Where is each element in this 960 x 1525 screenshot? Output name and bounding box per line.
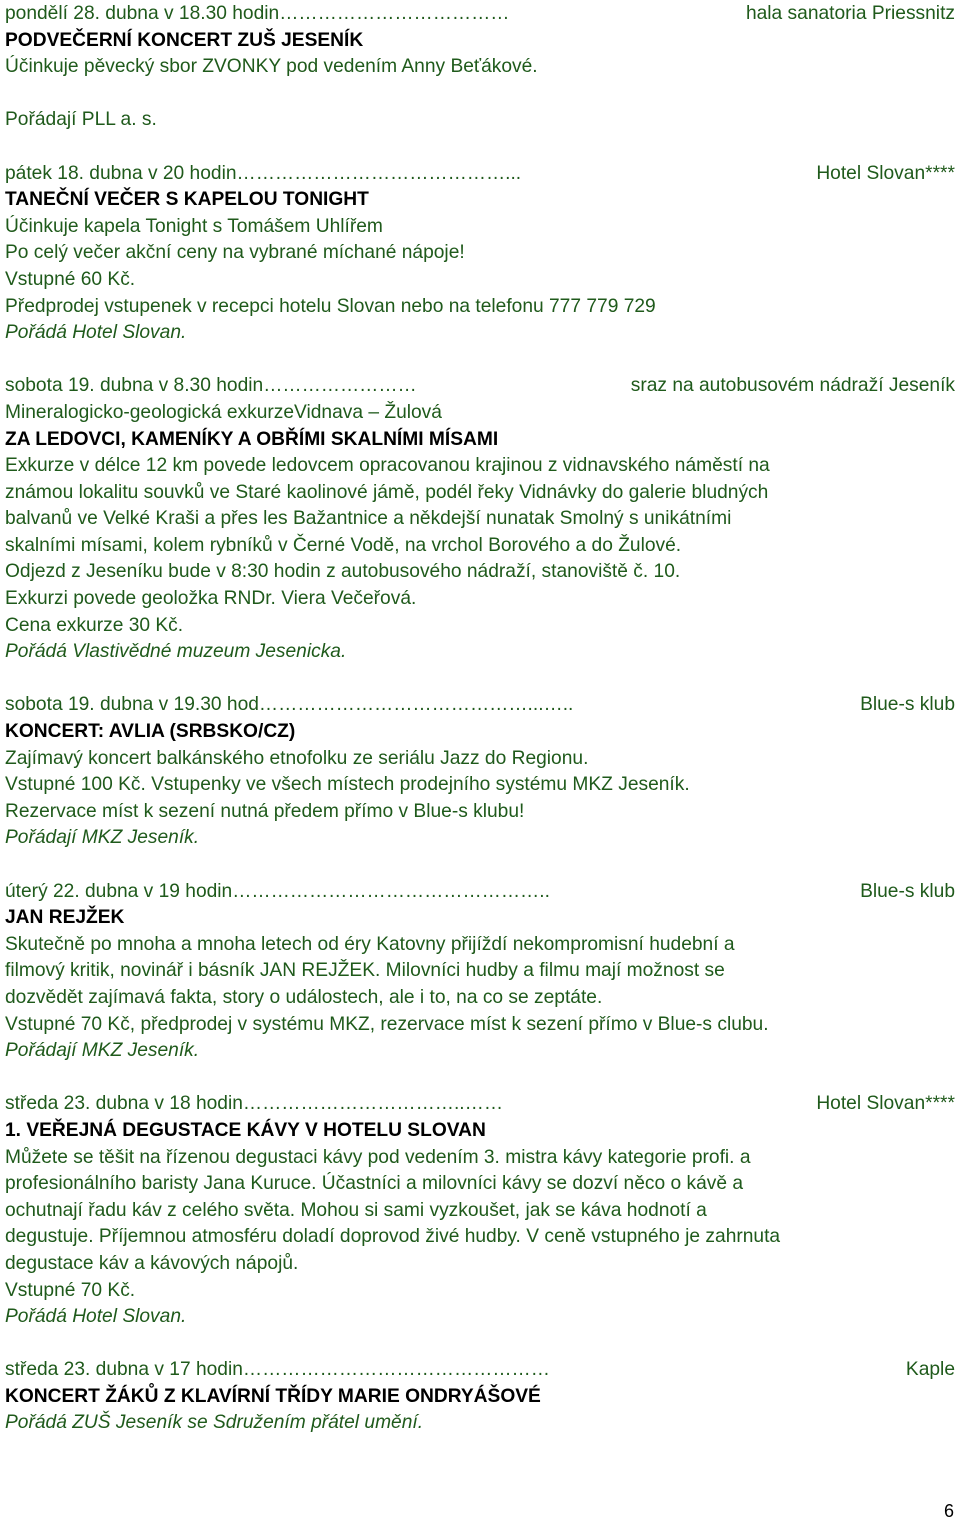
event-text-line [5,81,955,108]
event-text-line: profesionálního baristy Jana Kuruce. Účastníci a milovníci kávy se dozví něco o kávě a [5,1173,744,1195]
event-date: pátek 18. dubna v 20 hodin [5,162,237,184]
event-text-line: Rezervace míst k sezení nutná předem přímo v Blue-s klubu! [5,800,525,822]
event-date: úterý 22. dubna v 19 hodin [5,880,233,902]
event-place: Blue-s klub [860,880,955,902]
event-organizer: Pořádají MKZ Jeseník. [5,827,200,849]
event-title: ZA LEDOVCI, KAMENÍKY A OBŘÍMI SKALNÍMI MÍSAMI [5,428,499,450]
event-place: sraz na autobusovém nádraží Jeseník [630,375,955,397]
event-concert-zus [5,1,955,134]
leader-dots: …………………… [263,375,417,397]
event-piano-concert [5,1357,955,1437]
event-text-line: balvanů ve Velké Kraši a přes les Bažantnice a někdejší nunatak Smolný s unikátními [5,508,732,530]
event-place: hala sanatoria Priessnitz [745,3,955,24]
event-date: sobota 19. dubna v 19.30 hod [5,694,259,716]
event-date: sobota 19. dubna v 8.30 hodin [5,375,264,397]
event-organizer: Pořádá Vlastivědné muzeum Jesenicka. [5,641,347,663]
event-date-line [5,879,955,906]
event-coffee-tasting [5,1091,955,1330]
event-organizer: Pořádají PLL a. s. [5,109,157,131]
event-title: TANEČNÍ VEČER S KAPELOU TONIGHT [5,189,369,211]
event-date-line [5,1,955,28]
page-number: 6 [943,1501,954,1521]
event-text-line: Exkurzi povede geoložka RNDr. Viera Večeřová. [5,588,417,610]
event-title: PODVEČERNÍ KONCERT ZUŠ JESENÍK [5,29,364,51]
event-text-line: degustuje. Příjemnou atmosféru doladí doprovod živé hudby. V ceně vstupného je zahrnuta [5,1226,781,1248]
event-date-line [5,1357,955,1384]
event-title: KONCERT ŽÁKŮ Z KLAVÍRNÍ TŘÍDY MARIE ONDRYÁŠOVÉ [5,1385,541,1407]
event-text-line: degustace káv a kávových nápojů. [5,1252,299,1274]
event-text-line: ochutnají řadu káv z celého světa. Mohou si sami vyzkoušet, jak se káva hodnotí a [5,1199,707,1221]
leader-dots: ………………………………………….. [232,880,550,902]
event-text-line: dozvědět zajímavá fakta, story o událostech, ale i to, na co se zeptáte. [5,986,603,1008]
event-date: pondělí 28. dubna v 18.30 hodin [5,3,280,24]
event-organizer: Pořádá Hotel Slovan. [5,1306,187,1328]
event-jan-rejzek [5,879,955,1065]
event-text-line: Vstupné 100 Kč. Vstupenky ve všech místech prodejního systému MKZ Jeseník. [5,774,690,796]
event-text-line: Vstupné 70 Kč. [5,1279,136,1301]
event-text-line: Vstupné 60 Kč. [5,268,136,290]
event-date: středa 23. dubna v 17 hodin [5,1359,243,1381]
event-subtitle: Mineralogicko-geologická exkurzeVidnava – Žulová [5,401,442,423]
event-date-line [5,373,955,400]
event-text-line: Po celý večer akční ceny na vybrané míchané nápoje! [5,242,465,264]
event-text-line: Zajímavý koncert balkánského etnofolku ze seriálu Jazz do Regionu. [5,747,589,769]
document-page [5,1,955,1464]
event-title: KONCERT: AVLIA (SRBSKO/CZ) [5,721,296,743]
event-title: JAN REJŽEK [5,907,125,929]
event-text-line: Odjezd z Jeseníku bude v 8:30 hodin z autobusového nádraží, stanoviště č. 10. [5,561,681,583]
event-text-line: Předprodej vstupenek v recepci hotelu Slovan nebo na telefonu 777 779 729 [5,295,656,317]
event-organizer: Pořádá Hotel Slovan. [5,322,187,344]
event-text-line: Můžete se těšit na řízenou degustaci kávy pod vedením 3. mistra kávy kategorie profi. a [5,1146,751,1168]
event-organizer: Pořádají MKZ Jeseník. [5,1040,200,1062]
event-avlia-concert [5,692,955,852]
event-date-line [5,692,955,719]
event-text-line: Skutečně po mnoha a mnoha letech od éry Katovny přijíždí nekompromisní hudební a [5,933,735,955]
leader-dots: ……………………………..…… [242,1093,504,1115]
event-date-line [5,161,955,188]
event-text-line: Vstupné 70 Kč, předprodej v systému MKZ, rezervace míst k sezení přímo v Blue-s clubu. [5,1013,769,1035]
leader-dots: ……………………………… [279,3,510,24]
event-place: Kaple [905,1359,955,1381]
event-dance-evening [5,161,955,347]
event-date-line [5,1091,955,1118]
event-text-line: skalními mísami, kolem rybníků v Černé Vodě, na vrchol Borového a do Žulové. [5,534,682,556]
event-text-line: Exkurze v délce 12 km povede ledovcem opracovanou krajinou z vidnavského náměstí na [5,455,770,477]
event-text-line: Cena exkurze 30 Kč. [5,614,184,636]
leader-dots: ………………………………………… [242,1359,550,1381]
event-text-line: Účinkuje kapela Tonight s Tomášem Uhlířem [5,215,383,237]
leader-dots: ……………………………………... [236,162,522,184]
event-text-line: filmový kritik, novinář i básník JAN REJŽEK. Milovníci hudby a filmu mají možnost se [5,960,725,982]
event-place: Blue-s klub [860,694,955,716]
event-organizer: Pořádá ZUŠ Jeseník se Sdružením přátel umění. [5,1412,424,1434]
event-title: 1. VEŘEJNÁ DEGUSTACE KÁVY V HOTELU SLOVAN [5,1119,486,1141]
event-text-line: známou lokalitu souvků ve Staré kaolinové jámě, podél řeky Vidnávky do galerie bludných [5,481,769,503]
leader-dots: ……………………………………...….. [258,694,574,716]
event-place: Hotel Slovan**** [816,162,955,184]
event-text-line: Účinkuje pěvecký sbor ZVONKY pod vedením Anny Beťákové. [5,56,538,78]
event-place: Hotel Slovan**** [816,1093,955,1115]
event-date: středa 23. dubna v 18 hodin [5,1093,243,1115]
event-geology-excursion [5,373,955,666]
